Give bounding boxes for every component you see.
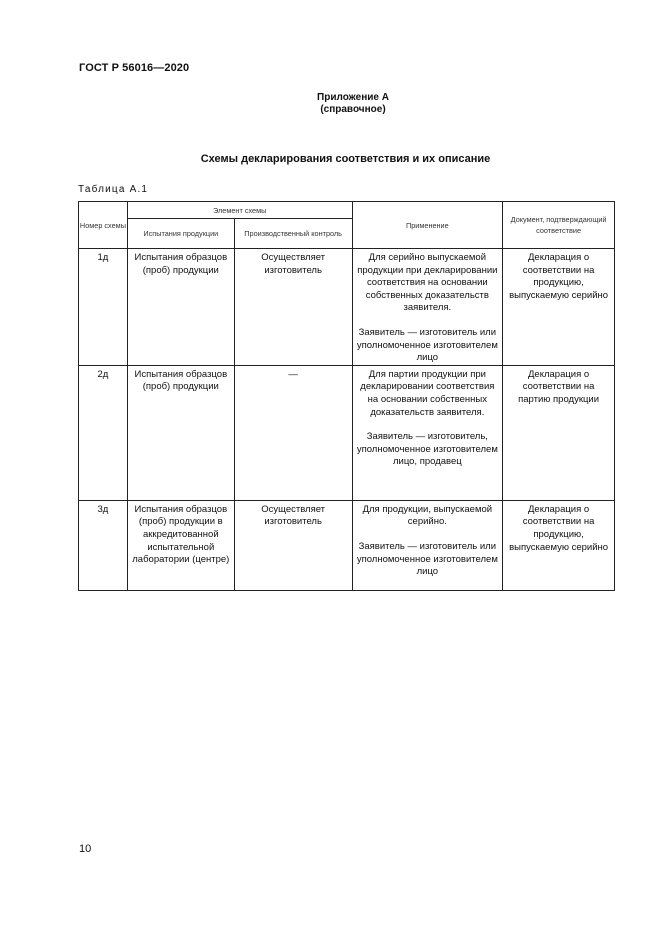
- cell-application: Для продукции, выпускаемой серийно. Заявитель — изготовитель или уполномоченное изготовителем лицо: [356, 503, 498, 578]
- header-product-testing: Испытания продукции: [127, 219, 234, 249]
- appendix-note: (справочное): [320, 104, 386, 115]
- table-row: [79, 500, 615, 590]
- appendix-heading: [0, 92, 661, 116]
- header-application: Применение: [352, 202, 503, 249]
- cell-document: Декларация о соответствии на партию продукции: [518, 368, 600, 405]
- appendix-title: Приложение А: [317, 92, 389, 103]
- page-number: 10: [79, 843, 92, 855]
- header-production-control: Производственный контроль: [234, 219, 352, 249]
- header-scheme-number: Номер схемы: [79, 202, 128, 249]
- schemes-table: [78, 201, 615, 591]
- table-caption: Таблица А.1: [78, 184, 149, 195]
- cell-application: Для партии продукции при декларировании соответствия на основании собственных доказательств заявителя. Заявитель — изготовитель, уполномоченное изготовителем лицо, продавец: [356, 368, 498, 468]
- cell-testing: Испытания образцов (проб) продукции: [134, 252, 228, 276]
- cell-number: 2д: [97, 368, 109, 380]
- cell-control: —: [288, 368, 298, 380]
- table-row: [79, 365, 615, 500]
- standard-number: ГОСТ Р 56016—2020: [79, 62, 190, 74]
- header-document: Документ, подтверждающий соответствие: [503, 202, 615, 249]
- cell-number: 1д: [97, 252, 109, 263]
- header-scheme-element: Элемент схемы: [127, 202, 352, 219]
- cell-number: 3д: [97, 503, 109, 515]
- table-row: [79, 249, 615, 366]
- cell-testing: Испытания образцов (проб) продукции в аккредитованной испытательной лаборатории (центре): [132, 503, 230, 566]
- cell-testing: Испытания образцов (проб) продукции: [134, 368, 228, 393]
- cell-document: Декларация о соответствии на продукцию, выпускаемую серийно: [509, 503, 609, 553]
- section-title: Схемы декларирования соответствия и их описание: [200, 153, 491, 165]
- cell-document: Декларация о соответствии на продукцию, выпускаемую серийно: [509, 252, 609, 301]
- cell-application: Для серийно выпускаемой продукции при декларировании соответствия на основании собственных доказательств заявителя. Заявитель — изготовитель или уполномоченное изготовителем лицо: [356, 252, 498, 364]
- cell-control: Осуществляет изготовитель: [261, 252, 326, 276]
- cell-control: Осуществляет изготовитель: [261, 503, 326, 528]
